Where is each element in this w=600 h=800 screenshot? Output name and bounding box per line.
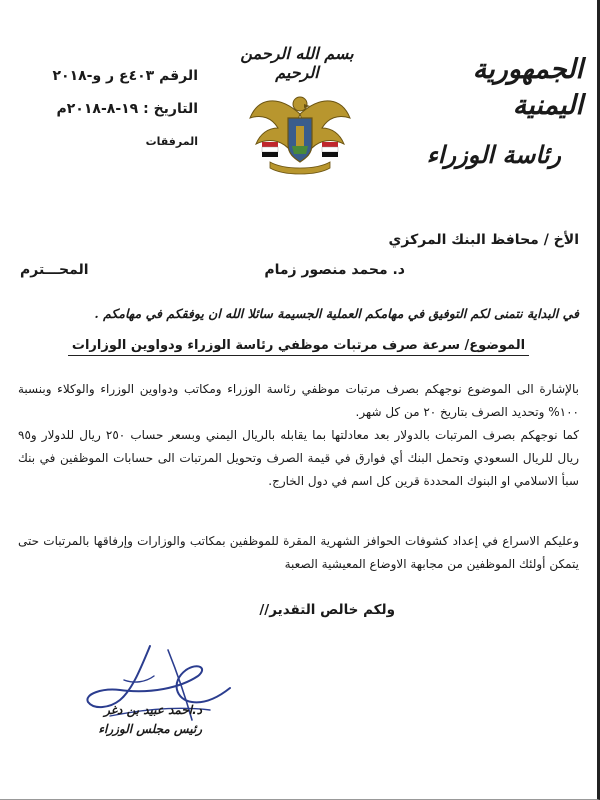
subject-text: الموضوع/ سرعة صرف مرتبات موظفي رئاسة الوزراء ودواوين الوزارات [68,338,529,356]
reference-block [8,66,198,152]
letterhead-issuer [413,52,583,172]
attachments-label: المرفقات [145,135,198,148]
body-paragraph-1: بالإشارة الى الموضوع نوجهكم بصرف مرتبات موظفي رئاسة الوزراء ومكاتب ودواوين الوزراء والوكلاء وبنسبة ١٠٠% وتحديد الصرف بتاريخ ٢٠ من كل شهر. [18,382,579,419]
recipient-row [20,262,577,284]
intro-line: في البداية نتمنى لكم التوفيق في مهامكم العملية الجسيمة سائلا الله ان يوفقكم في مهامكم . [94,306,579,321]
honorific: المحـــترم [20,262,89,278]
basmala: بسم الله الرحمن الرحيم [240,44,354,82]
date-value: ١٩-٨-٢٠١٨م [56,101,139,117]
attachments-row [8,132,198,152]
national-emblem-icon [248,84,352,178]
country-name: الجمهورية اليمنية [472,54,583,121]
reference-label: الرقم [159,68,198,84]
closing-line: ولكم خالص التقدير// [259,602,395,618]
date-label: التاريخ : [143,101,198,117]
reference-value: ٤٠٣ع ر و-٢٠١٨ [52,68,155,84]
date-row [8,99,198,132]
recipient-name: د. محمد منصور زمام [264,262,405,278]
office-name: رئاسة الوزراء [426,140,561,169]
reference-row [8,66,198,99]
body-paragraph-2: كما نوجهكم بصرف المرتبات بالدولار بعد معادلتها بما يقابله بالريال اليمني وبسعر حساب ٢٥٠ ريال للدولار و٩٥ ريال للريال السعودي وتحمل البنك أي فوارق في قيمة الصرف وتحويل المرتبات الى حسابات الموظفين في بنك سبأ الاسلامي او البنوك المحددة قرين كل اسم في دول الخارج. [18,428,579,488]
subject-line [0,334,597,353]
signatory-name: د.احمد عبيد بن دغر [104,703,202,717]
addressee: الأخ / محافظ البنك المركزي [388,232,579,248]
body-paragraph-3: وعليكم الاسراع في إعداد كشوفات الحوافز الشهرية المقرة للموظفين بمكاتب والوزارات وإرفاقها بالمرتبات حتى يتمكن أولئك الموظفين من مجابهة الاوضاع المعيشية الصعبة [18,534,579,571]
signatory-title: رئيس مجلس الوزراء [98,722,202,736]
